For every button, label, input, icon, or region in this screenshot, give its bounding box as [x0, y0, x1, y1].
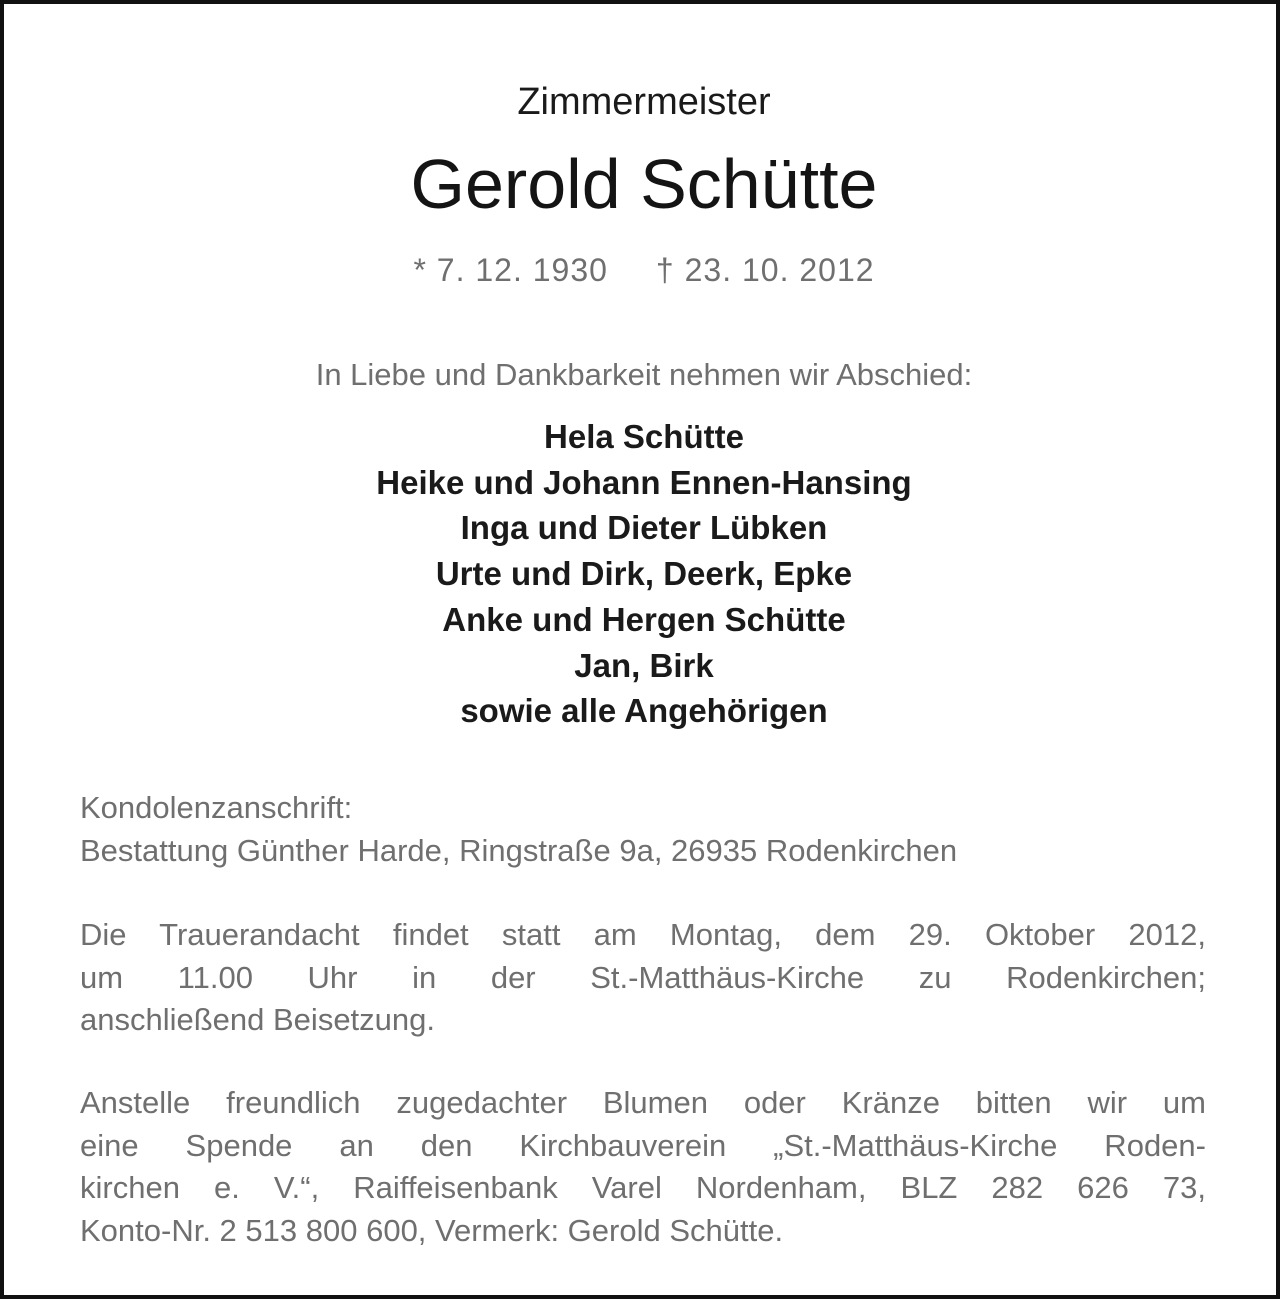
mourner-item: sowie alle Angehörigen	[460, 692, 828, 730]
donation-line: Anstelle freundlich zugedachter Blumen oder Kränze bitten wir um	[80, 1085, 1206, 1120]
mourner-item: Inga und Dieter Lübken	[460, 509, 828, 547]
death-date: † 23. 10. 2012	[655, 252, 875, 288]
service-line: Die Trauerandacht findet statt am Montag, dem 29. Oktober 2012,	[80, 917, 1206, 952]
donation-line: kirchen e. V.“, Raiffeisenbank Varel Nordenham, BLZ 282 626 73,	[80, 1170, 1206, 1205]
condolence-address-block	[80, 787, 1206, 872]
donation-line: eine Spende an den Kirchbauverein „St.-Matthäus-Kirche Roden-	[80, 1127, 1206, 1163]
service-line: um 11.00 Uhr in der St.-Matthäus-Kirche zu Rodenkirchen;	[80, 959, 1206, 995]
farewell-text: In Liebe und Dankbarkeit nehmen wir Abschied:	[315, 357, 973, 392]
life-dates	[4, 250, 1280, 290]
mourner-item: Anke und Hergen Schütte	[442, 600, 846, 638]
mourner-item: Jan, Birk	[574, 646, 714, 684]
occupation-title: Zimmermeister	[517, 81, 771, 123]
service-announcement	[80, 914, 1206, 1042]
condolence-address: Bestattung Günther Harde, Ringstraße 9a, 26935 Rodenkirchen	[80, 832, 958, 868]
condolence-label: Kondolenzanschrift:	[80, 790, 353, 825]
donation-line: Konto-Nr. 2 513 800 600, Vermerk: Gerold Schütte.	[80, 1212, 784, 1248]
service-line: anschließend Beisetzung.	[80, 1002, 436, 1037]
donation-request	[80, 1082, 1206, 1252]
mourner-item: Heike und Johann Ennen-Hansing	[376, 463, 912, 501]
mourner-item: Urte und Dirk, Deerk, Epke	[435, 555, 853, 593]
mourners-list	[4, 414, 1280, 734]
birth-date: * 7. 12. 1930	[413, 252, 608, 288]
mourner-item: Hela Schütte	[544, 418, 744, 455]
deceased-name: Gerold Schütte	[410, 145, 878, 223]
